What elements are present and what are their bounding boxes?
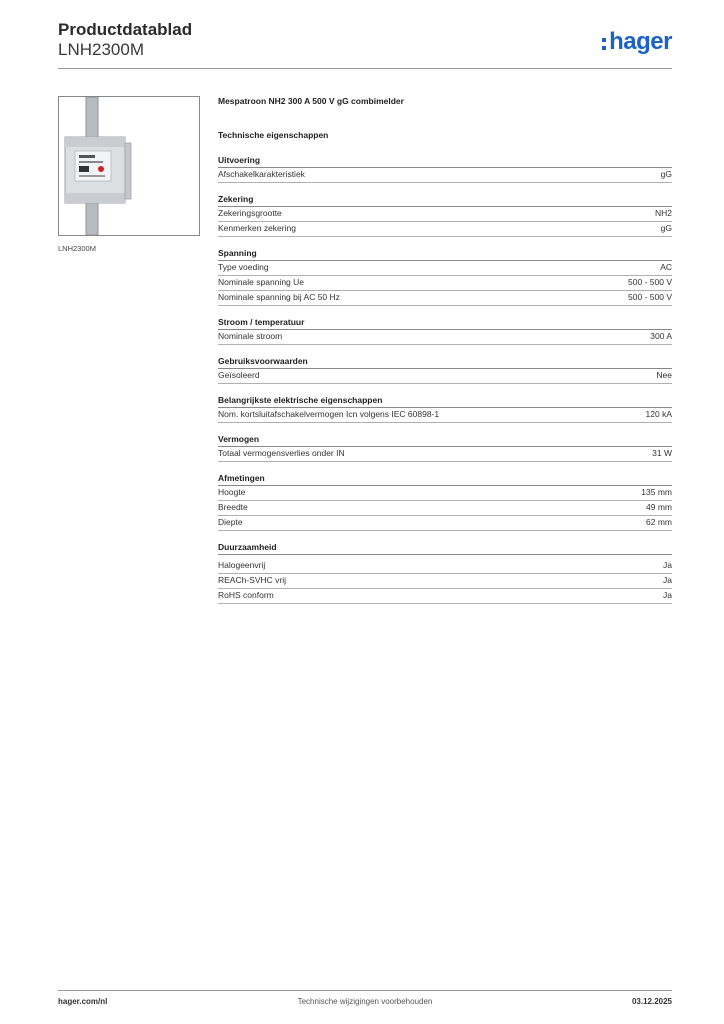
spec-group-title: Uitvoering [218, 154, 672, 168]
spec-value: Ja [663, 590, 672, 600]
spec-value: AC [660, 262, 672, 272]
spec-label: Type voeding [218, 262, 269, 272]
product-image [58, 96, 200, 236]
spec-value: 49 mm [646, 502, 672, 512]
spec-group [218, 247, 672, 306]
spec-value: Ja [663, 560, 672, 570]
spec-value: 500 - 500 V [628, 292, 672, 302]
spec-label: Diepte [218, 517, 243, 527]
spec-value: 120 kA [645, 409, 672, 419]
spec-group-title: Vermogen [218, 433, 672, 447]
spec-label: RoHS conform [218, 590, 274, 600]
product-code: LNH2300M [58, 40, 144, 59]
spec-row [218, 516, 672, 531]
spec-row [218, 486, 672, 501]
header-divider [58, 68, 672, 69]
spec-label: Zekeringsgrootte [218, 208, 282, 218]
spec-group-title: Zekering [218, 193, 672, 207]
spec-row [218, 222, 672, 237]
spec-row [218, 408, 672, 423]
spec-value: 135 mm [641, 487, 672, 497]
spec-label: Nominale spanning Ue [218, 277, 304, 287]
spec-label: Halogeenvrij [218, 560, 266, 570]
spec-value: 31 W [652, 448, 672, 458]
spec-row [218, 276, 672, 291]
footer-website[interactable]: hager.com/nl [58, 997, 108, 1006]
logo-text: hager [609, 28, 672, 55]
spec-row [218, 501, 672, 516]
spec-group-title: Gebruiksvoorwaarden [218, 355, 672, 369]
spec-group [218, 355, 672, 384]
spec-row [218, 559, 672, 574]
fuse-icon [59, 97, 199, 235]
page-title: Productdatablad [58, 20, 193, 39]
spec-row [218, 291, 672, 306]
footer-disclaimer: Technische wijzigingen voorbehouden [297, 997, 433, 1006]
image-caption: LNH2300M [58, 244, 96, 253]
spec-group [218, 433, 672, 462]
spec-row [218, 207, 672, 222]
spec-value: NH2 [654, 208, 672, 218]
spec-group [218, 193, 672, 237]
section-title: Technische eigenschappen [218, 130, 329, 140]
spec-value: Nee [656, 370, 672, 380]
spec-label: Nominale spanning bij AC 50 Hz [218, 292, 340, 302]
spec-group [218, 394, 672, 423]
spec-label: Breedte [218, 502, 248, 512]
spec-value: 300 A [650, 331, 672, 341]
spec-group-title: Afmetingen [218, 472, 672, 486]
footer-divider [58, 990, 672, 991]
spec-row [218, 369, 672, 384]
spec-value: gG [660, 169, 672, 179]
logo-dots-icon [602, 38, 606, 50]
spec-label: REACh-SVHC vrij [218, 575, 287, 585]
footer-date: 03.12.2025 [631, 997, 672, 1006]
spec-group-title: Spanning [218, 247, 672, 261]
spec-label: Afschakelkarakteristiek [218, 169, 305, 179]
spec-label: Hoogte [218, 487, 246, 497]
spec-group [218, 316, 672, 345]
spec-value: 500 - 500 V [628, 277, 672, 287]
spec-row [218, 574, 672, 589]
spec-group [218, 472, 672, 531]
spec-value: 62 mm [646, 517, 672, 527]
hager-logo [602, 28, 672, 56]
spec-row [218, 589, 672, 604]
spec-label: Totaal vermogensverlies onder IN [218, 448, 345, 458]
spec-row [218, 261, 672, 276]
spec-value: gG [660, 223, 672, 233]
spec-group [218, 154, 672, 183]
spec-label: Nominale stroom [218, 331, 283, 341]
spec-label: Kenmerken zekering [218, 223, 296, 233]
spec-row [218, 168, 672, 183]
spec-row [218, 447, 672, 462]
spec-group-title: Duurzaamheid [218, 541, 672, 555]
spec-label: Geïsoleerd [218, 370, 260, 380]
spec-groups [218, 154, 672, 604]
spec-row [218, 330, 672, 345]
spec-value: Ja [663, 575, 672, 585]
page-header [58, 20, 672, 68]
spec-label: Nom. kortsluitafschakelvermogen Icn volgens IEC 60898-1 [218, 409, 440, 419]
spec-content [218, 96, 672, 604]
spec-group-title: Belangrijkste elektrische eigenschappen [218, 394, 672, 408]
product-name: Mespatroon NH2 300 A 500 V gG combimelder [218, 96, 404, 106]
spec-group-title: Stroom / temperatuur [218, 316, 672, 330]
spec-group [218, 541, 672, 604]
